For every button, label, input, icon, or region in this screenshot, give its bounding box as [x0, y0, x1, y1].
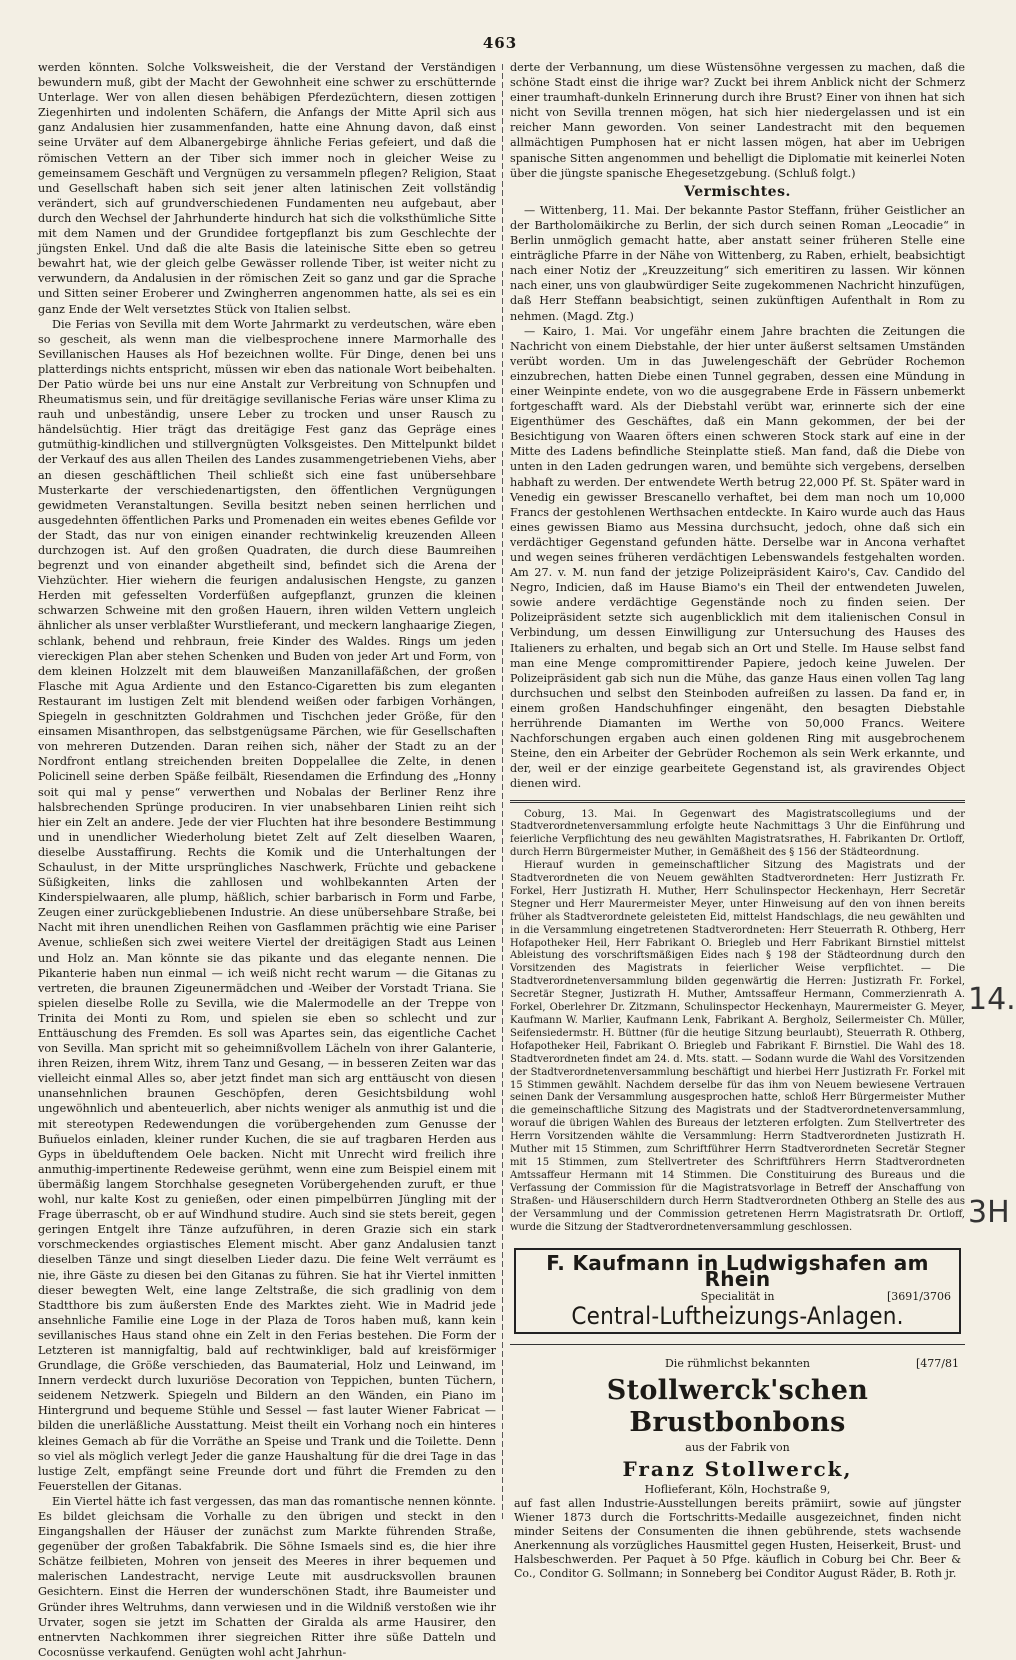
- handwritten-margin-note: 3H: [968, 1195, 1010, 1230]
- news-item-kairo: — Kairo, 1. Mai. Vor ungefähr einem Jahre brachten die Zeitungen die Nachricht von einem Diebstahle, der hier unter äußerst seltsamen Umständen verübt worden. Um in das Juwelengeschäft der Gebrüder Rochemon einzubrechen, hatten Diebe einen Tunnel gegraben, dessen eine Mündung in einer Weinpinte endete, von wo die ausgegrabene Erde in Fässern unbemerkt fortgeschafft ward. Als der Diebstahl verübt war, erinnerte sich der eine Eigenthümer des Geschäftes, daß ein Mann gekommen, der bei der Besichtigung von Waaren öfters einen schweren Stock stark auf eine in der Mitte des Ladens befindliche Steinplatte stieß. Man fand, daß die Diebe von unten in den Laden gedrungen waren, und bemühte sich vergebens, derselben habhaft zu werden. Der entwendete Werth betrug 22,000 Pf. St. Später ward in Venedig ein gewisser Brescanello verhaftet, bei dem man noch um 10,000 Francs der gestohlenen Werthsachen entdeckte. In Kairo wurde auch das Haus eines gewissen Biamo aus Messina durchsucht, jedoch, ohne daß sich ein verdächtiger Gegenstand gefunden hätte. Derselbe war in Ancona verhaftet und wegen seines früheren verdächtigen Lebenswandels festgehalten worden. Am 27. v. M. nun fand der jetzige Polizeipräsident Kairo's, Cav. Candido del Negro, Indicien, daß im Hause Biamo's ein Theil der entwendeten Juwelen, sowie andere verdächtige Gegenstände noch zu finden seien. Der Polizeipräsident setzte sich augenblicklich mit dem italienischen Consul in Verbindung, um dessen Einwilligung zur Untersuchung des Hauses des Italieners zu erhalten, und begab sich an Ort und Stelle. Im Hause selbst fand man eine Menge compromittirender Papiere, jedoch keine Juwelen. Der Polizeipräsident gab sich nun die Mühe, das ganze Haus einen vollen Tag lang durchsuchen und selbst den Steinboden aufreißen zu lassen. Da fand er, in einem großen Handschuhfinger eingenäht, den besagten Diebstahle herrührende Diamanten im Werthe von 50,000 Francs. Weitere Nachforschungen ergaben auch einen goldenen Ring mit ausgebrochenem Steine, den ein Arbeiter der Gebrüder Rochemon als sein Werk erkannte, und der, weil er der einzige gearbeitete Gegenstand ist, als gravirendes Object dienen wird.: [510, 324, 965, 791]
- ad-intro-text: Die rühmlichst bekannten: [664, 1356, 810, 1370]
- ad-topline: [514, 1357, 961, 1371]
- ad-firm-name: F. Kaufmann in Ludwigshafen am Rhein: [546, 1251, 929, 1291]
- left-column: [38, 60, 496, 1659]
- article-paragraph: werden könnten. Solche Volksweisheit, die der Verstand der Verständigen bewundern muß, gibt der Macht der Gewohnheit eine schwer zu erschütternde Unterlage. Wer von allen diesen behäbigen Pferdezüchtern, diesen zottigen Ziegenhirten und indolenten Schäfern, die Anfangs der Mitte April sich aus ganz Andalusien hier zusammenfanden, hatte eine Ahnung davon, daß einst seine Urväter auf dem Albanergebirge ähnliche Ferias gefeiert, und daß die römischen Vettern an der Tiber sich immer noch in gleicher Weise zu gemeinsamem Geschäft und Vergnügen zu versammeln pflegen? Religion, Staat und Gesellschaft haben sich seit jener alten latinischen Zeit vollständig verändert, sich auf grundverschiedenen Fundamenten neu aufgebaut, aber durch den Wechsel der Jahrhunderte hindurch hat sich die volksthümliche Sitte mit dem Namen und der Grundidee fortgepflanzt bis zum Geschlechte der jüngsten Enkel. Und daß die alte Basis die lateinische Sitte eben so getreu bewahrt hat, wie der gleich gelbe Gewässer rollende Tiber, ist weiter nicht zu verwundern, da Andalusien in der römischen Zeit so ganz und gar die Sprache und Sitten seiner Eroberer und Zwingherren angenommen hatte, als sei es ein ganz Ende der Welt versetztes Stück von Italien selbst.: [38, 61, 496, 316]
- article-paragraph: Die Ferias von Sevilla mit dem Worte Jahrmarkt zu verdeutschen, wäre eben so gescheit, als wenn man die vielbesprochene innere Marmorhalle des Sevillanischen Hauses als Hof bezeichnen wollte. Für Dinge, denen bei uns platterdings nichts entspricht, müssen wir eben das nationale Wort beibehalten. Der Patio würde bei uns nur eine Anstalt zur Verbreitung von Schnupfen und Rheumatismus sein, und für dreitägige sevillanische Ferias wäre unser Klima zu rauh und unbeständig, unsere Leber zu trocken und unser Rausch zu händelsüchtig. Hier trägt das dreitägige Fest ganz das Gepräge eines gutmüthig-kindlichen und stillvergnügten Volksgeistes. Den Mittelpunkt bildet der Verkauf des aus allen Theilen des Landes zusammengetriebenen Viehs, aber an diesen geschäftlichen Theil schließt sich eine fast unübersehbare Musterkarte der verschiedenartigsten, den öffentlichen Vergnügungen gewidmeten Veranstaltungen. Sevilla besitzt neben seinen herrlichen und ausgedehnten öffentlichen Parks und Promenaden ein weites ebenes Gefilde vor der Stadt, das nur von einigen einander rechtwinkelig kreuzenden Alleen durchzogen ist. Auf den großen Quadraten, die durch diese Baumreihen begrenzt und von einander abgetheilt sind, befindet sich die Arena der Viehzüchter. Hier wiehern die feurigen andalusischen Hengste, zu ganzen Herden mit gefesselten Vorderfüßen aufgepflanzt, grunzen die kleinen schwarzen Schweine mit den großen Hauern, ihren wilden Vettern ungleich ähnlicher als unser verblaßter Wurstlieferant, und meckern langhaarige Ziegen, schlank, behend und rehbraun, freie Kinder des Waldes. Rings um jeden viereckigen Plan aber stehen Schenken und Buden von jeder Art und Form, von dem kleinen Holzzelt mit dem blauweißen Manzanillafäßchen, der großen Flasche mit Agua Ardiente und den Estanco-Cigaretten bis zum eleganten Restaurant im lustigen Zelt mit blendend weißen oder farbigen Vorhängen, Spiegeln in geschnitzten Goldrahmen und Tischchen jeder Größe, für den einsamen Misanthropen, das selbstgenügsame Pärchen, wie für Gesellschaften von mehreren Dutzenden. Daran reihen sich, näher der Stadt zu an der Nordfront entlang streichenden breiten Doppelallee die Zelte, in denen Policinell seine derben Späße feilbält, Riesendamen die Erfindung des „Honny soit qui mal y pense“ verwerthen und Nobalas der Berliner Renz ihre halsbrechenden Sprünge produciren. In vier unabsehbaren Linien reiht sich hier ein Zelt an andere. Jede der vier Fluchten hat ihre besondere Bestimmung und in unendlicher Wiederholung bietet Zelt auf Zelt dieselben Waaren, dieselbe Ausstaffirung. Rechts die Komik und die Unterhaltungen der Schaulust, in der Mitte ursprüngliches Naschwerk, Früchte und gebackene Süßigkeiten, links die zahllosen und wohlbekannten Arten der Kinderspielwaaren, alle plump, häßlich, schier barbarisch in Form und Farbe, Zeugen einer zurückgebliebenen Industrie. An diese unübersehbare Straße, bei Nacht mit ihren unendlichen Reihen von Gasflammen prächtig wie eine Pariser Avenue, schließen sich zwei weitere Viertel der dreitägigen Stadt aus Leinen und Holz an. Man könnte sie das pikante und das elegante nennen. Die Pikanterie haben nun einmal — ich weiß nicht recht warum — die Gitanas zu vertreten, die braunen Zigeunermädchen und -Weiber der Vorstadt Triana. Sie spielen dieselbe Rolle zu Sevilla, wie die Malermodelle an der Treppe von Trinita dei Monti zu Rom, und spielen sie eben so schlecht und zur Enttäuschung des Fremden. Es soll was Apartes sein, das eigentliche Cachet von Sevilla. Man spricht mit so geheimnißvollem Lächeln von ihrer Galanterie, ihren Reizen, ihrem Witz, ihrem Tanz und Gesang, — in besseren Zeiten war das vielleicht einmal Alles so, aber jetzt findet man sich arg enttäuscht von diesen unansehnlichen braunen Geschöpfen, deren Gesichtsbildung wohl ungewöhnlich und abenteuerlich, aber nichts weniger als anmuthig ist und die mit stereotypen Redewendungen die vorübergehenden zum Genusse der Buñuelos einladen, kleiner runder Kuchen, die sie auf tragbaren Herden aus Gyps in übelduftendem Oele backen. Nicht mit Unrecht wird freilich ihre anmuthig-impertinente Redeweise gerühmt, wenn eine zum Beispiel einem mit übermäßig langem Storchhalse gesegneten Vorübergehenden zuruft, er thue wohl, nur kalte Kost zu genießen, oder einen pimpelbürren Jüngling mit der Frage überrascht, ob er auf Windhund studire. Auch sind sie stets bereit, gegen geringen Entgelt ihre Tänze aufzuführen, in deren Grazie sich ein stark vorschmeckendes orgiastisches Element mischt. Aber ganz Andalusien tanzt dieselben Tänze und singt dieselben Lieder dazu. Die feine Welt verräumt es nie, ihre Gäste zu diesen bei den Gitanas zu führen. Sie hat ihr Viertel inmitten dieser bewegten Welt, eine lange Zeltstraße, die sich gradlinig von dem Stadtthore bis zum äußersten Ende des Marktes zieht. Wie in Madrid jede ansehnliche Familie eine Loge in der Plaza de Toros haben muß, kann kein sevillanisches Haus stand ohne ein Zelt in den Ferias bestehen. Die Form der Letzteren ist mannigfaltig, bald auf rechtwinkliger, bald auf kreisförmiger Grundlage, die Größe verschieden, das Baumaterial, Holz und Leinwand, im Innern verdeckt durch luxuriöse Decoration von Teppichen, bunten Tüchern, seidenem Netzwerk. Spiegeln und Bildern an den Wänden, ein Piano im Hintergrund und bequeme Stühle und Sessel — fast lauter Wiener Fabricat — bilden die unerläßliche Ausstattung. Meist theilt ein Vorhang noch ein hinteres kleines Gemach ab für die Vorräthe an Speise und Trank und die Toilette. Denn so viel als möglich verlegt Jeder die ganze Haushaltung für die drei Tage in das lustige Zelt, empfängt seine Freunde dort und führt die Fremden zu den Feuerstellen der Gitanas.: [38, 317, 496, 1493]
- advertisement-stollwerck: [514, 1357, 961, 1581]
- coburg-paragraph: Hierauf wurden in gemeinschaftlicher Sitzung des Magistrats und der Stadtverordneten die von Neuem gewählten Stadtverordneten: Herr Justizrath Fr. Forkel, Herr Justizrath H. Muther, Herr Schulinspector Heckenhayn, Herr Secretär Stegner und Herr Maurermeister Meyer, unter Hinweisung auf den von ihnen bereits früher als Stadtverordnete geleisteten Eid, mittelst Handschlags, die neu gewählten und in die Versammlung eingetretenen Stadtverordneten: Herr Steuerrath R. Othberg, Herr Hofapotheker Heil, Herr Fabrikant O. Briegleb und Herr Fabrikant Birnstiel mittelst Ableistung des vorschriftsmäßigen Eides nach § 198 der Städteordnung durch den Vorsitzenden des Magistrats in feierlicher Weise verpflichtet. — Die Stadtverordnetenversammlung bilden gegenwärtig die Herren: Justizrath Fr. Forkel, Secretär Stegner, Justizrath H. Muther, Amtssaffeur Hermann, Commerzienrath A. Forkel, Oberlehrer Dr. Zitzmann, Schulinspector Heckenhayn, Maurermeister G. Meyer, Kaufmann W. Marlier, Kaufmann Lenk, Fabrikant A. Bergholz, Seilermeister Ch. Müller, Seifensiedermstr. H. Büttner (für die heutige Sitzung beurlaubt), Steuerrath R. Othberg, Hofapotheker Heil, Fabrikant O. Briegleb und Fabrikant F. Birnstiel. Die Wahl des 18. Stadtverordneten findet am 24. d. Mts. statt. — Sodann wurde die Wahl des Vorsitzenden der Stadtverordnetenversammlung beschäftigt und hierbei Herr Justizrath Fr. Forkel mit 15 Stimmen gewählt. Nachdem derselbe für das ihm von Neuem bewiesene Vertrauen seinen Dank der Versammlung ausgesprochen hatte, schloß Herr Bürgermeister Muther die gemeinschaftliche Sitzung des Magistrats und der Stadtverordnetenversammlung, worauf die übrigen Wahlen des Bureaus der letzteren erfolgten. Zum Stellvertreter des Herrn Vorsitzenden wählte die Versammlung: Herrn Stadtverordneten Justizrath H. Muther mit 15 Stimmen, zum Schriftführer Herrn Stadtverordneten Secretär Stegner mit 15 Stimmen, zum Stellvertreter des Schriftführers Herrn Stadtverordneten Amtssaffeur Hermann mit 14 Stimmen. Die Constituirung des Bureaus und die Verfassung der Commission für die Magistratsvorlage in Betreff der Anschaffung von Straßen- und Häuserschildern durch Herrn Stadtverordneten Othberg an Stelle des aus der Versammlung und der Commission getretenen Herrn Magistratsrath Dr. Ortloff, wurde die Sitzung der Stadtverordnetenversammlung geschlossen.: [510, 860, 965, 1233]
- ad-brand: Stollwerck'schen Brustbonbons: [606, 1374, 869, 1438]
- advertisement-kaufmann: [514, 1248, 961, 1333]
- ad-address: Hoflieferant, Köln, Hochstraße 9,: [644, 1482, 831, 1496]
- ad-reference-number: [3691/3706: [887, 1289, 951, 1303]
- handwritten-margin-note: 14.: [968, 982, 1016, 1017]
- right-column: [510, 60, 965, 1580]
- coburg-report: [510, 809, 965, 1235]
- ad-specialty-label: Specialität in: [700, 1289, 775, 1303]
- page-number: 463: [482, 34, 518, 52]
- ad-maker: Franz Stollwerck,: [622, 1456, 853, 1481]
- article-continuation: derte der Verbannung, um diese Wüstensöhne vergessen zu machen, daß die schöne Stadt einst die ihrige war? Zuckt bei ihrem Anblick nicht der Schmerz einer traumhaft-dunkeln Erinnerung durch ihre Brust? Einer von ihnen hat sich nicht von Sevilla trennen mögen, hat sich hier niedergelassen und ist ein reicher Mann geworden. Von seiner Landestracht mit den bequemen allmächtigen Pumphosen hat er nicht lassen mögen, hat aber im Uebrigen spanische Sitten angenommen und behelligt die Diplomatie mit keinerlei Noten über die jüngste spanische Ehegesetzgebung. (Schluß folgt.): [510, 61, 965, 180]
- column-divider: [502, 64, 503, 1519]
- section-title-vermischtes: Vermischtes.: [684, 183, 791, 200]
- ad-reference-number: [477/81: [916, 1356, 959, 1370]
- ad-specialty-row: [522, 1289, 953, 1303]
- news-item-wittenberg: — Wittenberg, 11. Mai. Der bekannte Pastor Steffann, früher Geistlicher an der Bartholomäikirche zu Berlin, der sich durch seinen Roman „Leocadie“ in Berlin unmöglich gemacht hatte, aber anstatt seiner früheren Stelle eine einträgliche Pfarre in der Nähe von Wittenberg, zu Raben, erhielt, beabsichtigt nach einer Notiz der „Kreuzzeitung“ sich emeritiren zu lassen. Wir können nach einer, uns von glaubwürdiger Seite zugekommenen Nachricht hinzufügen, daß Herr Steffann beabsichtigt, seinen zukünftigen Aufenthalt in Rom zu nehmen. (Magd. Ztg.): [510, 203, 965, 323]
- section-divider: [510, 800, 965, 803]
- article-paragraph: Ein Viertel hätte ich fast vergessen, das man das romantische nennen könnte. Es bildet gleichsam die Vorhalle zu den übrigen und steckt in den Eingangshallen der Häuser der zunächst zum Markte führenden Straße, gegenüber der großen Tabakfabrik. Die Söhne Ismaels sind es, die hier ihre Schätze feilbieten, Mohren von jenseit des Meeres in ihrer bequemen und malerischen Landestracht, nervige Leute mit ausdrucksvollen braunen Gesichtern. Einst die Herren der wunderschönen Stadt, ihre Baumeister und Gründer ihres Weltruhms, dann verwiesen und in die Wildniß verstoßen wie ihr Urvater, sogen sie jetzt im Schatten der Giralda als arme Hausirer, den entnervten Nachkommen ihrer siegreichen Ritter ihre süße Datteln und Cocosnüsse verkaufend. Genügten wohl acht Jahrhun-: [38, 1494, 496, 1659]
- ad-product: Central-Luftheizungs-Anlagen.: [571, 1301, 904, 1330]
- ad-divider: [510, 1344, 965, 1345]
- coburg-paragraph: Coburg, 13. Mai. In Gegenwart des Magistratscollegiums und der Stadtverordnetenversammlung erfolgte heute Nachmittags 3 Uhr die Einführung und feierliche Verpflichtung des neu gewählten Magistratsrathes, H. Fabrikanten Dr. Ortloff, durch Herrn Bürgermeister Muther, in Gemäßheit des § 156 der Städteordnung.: [510, 808, 965, 859]
- ad-body: auf fast allen Industrie-Ausstellungen bereits prämiirt, sowie auf jüngster Wiener 1873 durch die Fortschritts-Medaille ausgezeichnet, finden nicht minder Seitens der Consumenten die ihnen gebührende, stets wachsende Anerkennung als vorzügliches Hausmittel gegen Husten, Heiserkeit, Brust- und Halsbeschwerden. Per Paquet à 50 Pfge. käuflich in Coburg bei Chr. Beer & Co., Conditor G. Sollmann; in Sonneberg bei Conditor August Räder, B. Roth jr.: [514, 1496, 961, 1580]
- ad-from-text: aus der Fabrik von: [685, 1440, 790, 1454]
